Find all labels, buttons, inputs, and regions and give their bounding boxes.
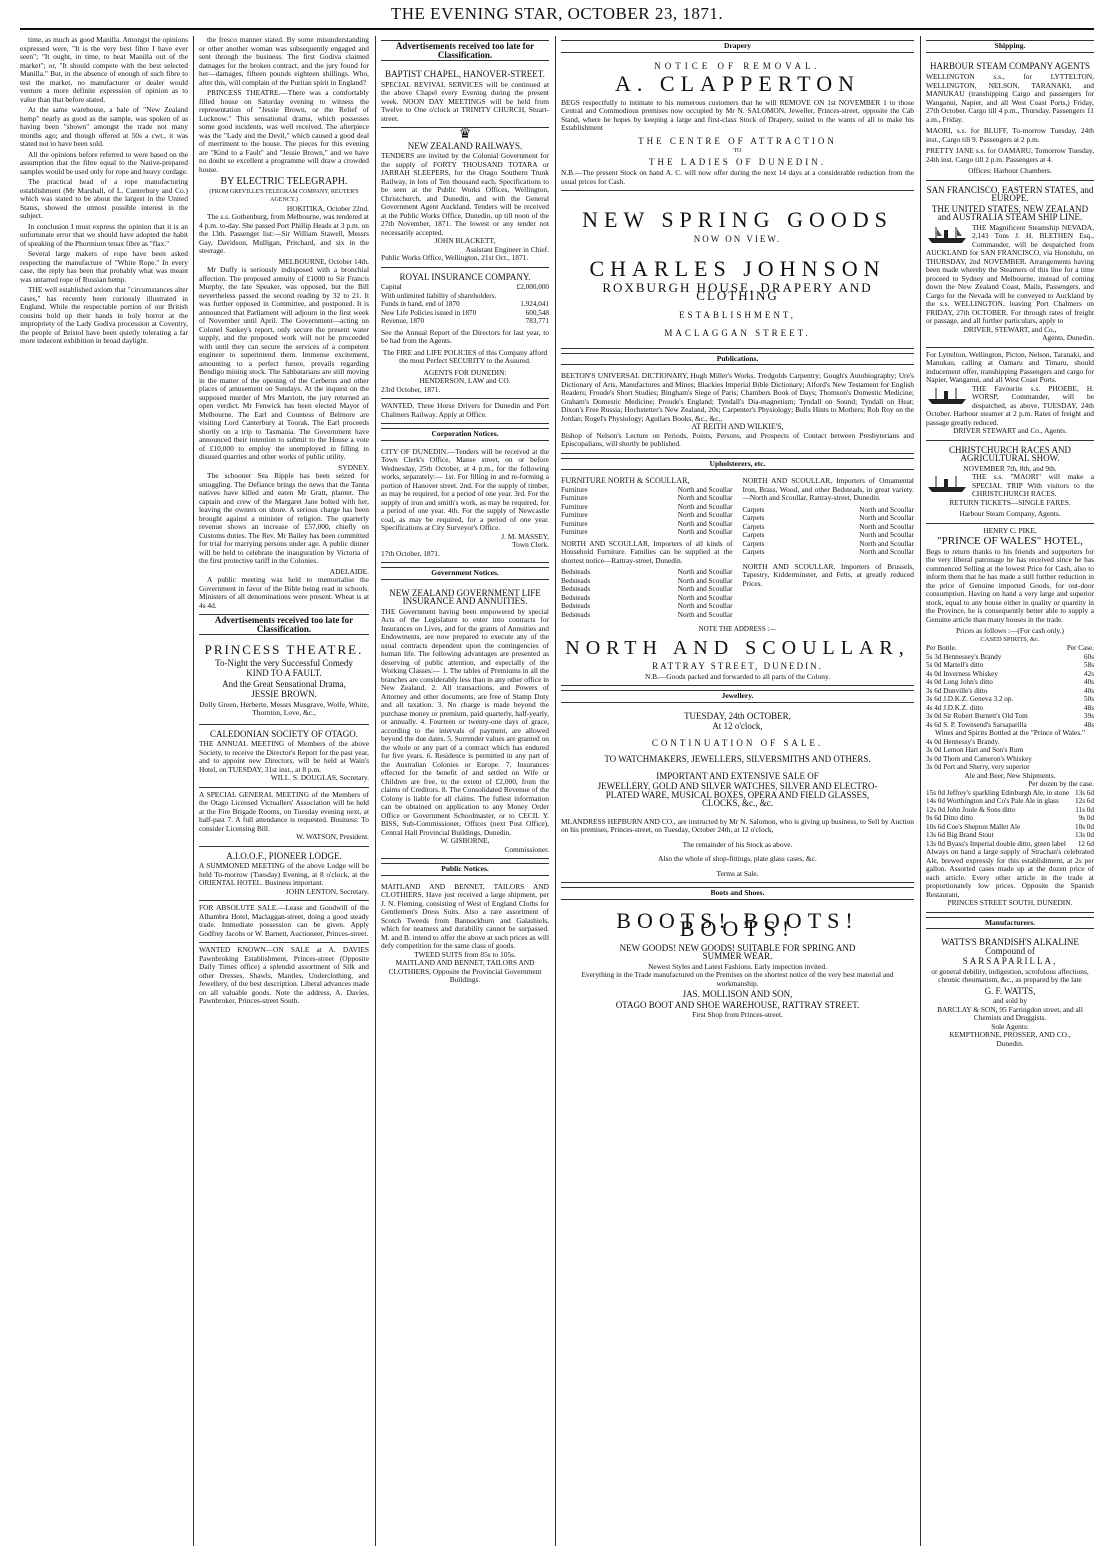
- advert-line: JEWELLERY, GOLD AND SILVER WATCHES, SILVER AND ELECTRO-PLATED WARE, MUSICAL BOXES, OPERA AND FIELD GLASSES, CLOCKS, &c., &c.: [597, 781, 878, 808]
- advert-text: or general debility, indigestion, scrofulous affections, chronic rheumatism, &c., as prepared by the late: [931, 966, 1089, 984]
- advert-line: Harbour Steam Company, Agents.: [959, 509, 1061, 518]
- advert-line: Sole Agents:: [991, 1021, 1029, 1031]
- advert-text: NORTH AND SCOULLAR, Importers of Brussels, Tapestry, Kidderminster, and Felts, at greatly reduced Prices.: [742, 561, 914, 588]
- advert-line: CONTINUATION OF SALE.: [651, 737, 824, 748]
- price-row: 4s 0d Hennessy's Brandy.: [926, 737, 1000, 746]
- advert-text: PRETTY JANE s.s. for OAMARU, Tomorrow Tuesday, 24th inst. Cargo till 2 p.m. Passengers at 4.: [926, 146, 1094, 164]
- article-paragraph: the fresco manner stated. By some misunderstanding or other another woman was subsequently engaged and sent through the business. The first Godiva claimed damages for the broken contract, and the jury found for her—damages, fifteen pounds eighteen shillings. Who, after this, will complain of the Puritan spirit in England?: [199, 36, 369, 87]
- advert-signature: J. M. MASSEY,: [501, 531, 549, 541]
- advert-text: FOR ABSOLUTE SALE.—Lease and Goodwill of the Alhambra Hotel, Maclaggan-street, doing a good steady trade. Immediate possession can be given. Apply Godfrey Jacobs or W. Barnett, Auctioneer, Princes-street.: [199, 903, 369, 938]
- advert-beeton: [561, 369, 914, 454]
- advert-title: HARBOUR STEAM COMPANY AGENTS: [929, 60, 1091, 71]
- advert-title: FURNITURE NORTH & SCOULLAR,: [561, 476, 690, 485]
- section-heading: BY ELECTRIC TELEGRAPH.: [220, 176, 348, 187]
- section-heading: Upholsterers, etc.: [561, 458, 914, 471]
- advert-signature: Town Clerk.: [512, 540, 549, 549]
- advert-royal-insurance: [381, 268, 549, 400]
- advert-line: RETURN TICKETS—SINGLE FARES.: [949, 497, 1071, 507]
- article-paragraph: All the opinions before referred to were based on the assumption that the fibre equal to the Native-prepared samples would be used only for rope and heavy cordage.: [20, 149, 188, 176]
- advert-aioof: [199, 847, 369, 902]
- advert-name: G. F. WATTS,: [984, 985, 1036, 996]
- section-subheading: (FROM GREVILLE'S TELEGRAM COMPANY, REUTER'S AGENCY.): [209, 188, 359, 203]
- advert-text: THE ANNUAL MEETING of Members of the above Society, to receive the Director's Report for the past year, and to appoint new Directors, will be held at Wain's Hotel, on TUESDAY, 31st inst., at 8 p.m.: [199, 739, 369, 774]
- advert-line: ROXBURGH HOUSE, DRAPERY AND CLOTHING: [602, 279, 873, 303]
- advert-gov-insurance: [381, 584, 549, 860]
- advert-text: THE Government having been empowered by special Acts of the Legislature to enter into contracts for Insurances on Lives, and for the grants of Annuities and Endowments, are now prepared to execute any of the usual contracts dependent upon the contingencies of human life. The following advantages are presented as deserving of public attention, and especially of the Working Classes:— 1. The tables of Premiums in all the branches are considerably less than in any other office in New Zealand. 2. All transactions, and Powers of Attorney and other documents, are free of Stamp Duty and all taxation. 3. No charge is made beyond the purchase money or premium, paid quarterly, half-yearly, or annually. 4. Fourteen or twenty-one days of grace, according to the intervals of payment, are allowed beyond the due dates. 5. Surrender values are granted on the whole or any part of a contract which has endured for five years. 6. Residence is permitted in any part of the Australian Colonies or Europe. 7. Insurances effected for the benefit of and settled on Wife or Children are free, to the extent of £2,000, from the claims of Creditors. 8. The Consolidated Revenue of the Colony is liable for all claims. The fullest information can be obtained on application to any Money Order Office or Government Schoolmaster, or to CECIL Y. BISS, Sub-Commissioner, Offices (next Post Office), Central Hall Provincial Buildings, Dunedin.: [381, 606, 549, 837]
- advert-phoebe: [926, 348, 1094, 441]
- column-1-news: [20, 36, 188, 1541]
- advert-name: BOOTS! BOOTS! BOOTS!: [616, 907, 859, 941]
- advert-title: THE UNITED STATES, NEW ZEALAND and AUSTRALIA STEAM SHIP LINE.: [931, 203, 1089, 222]
- price-row: 13s 6d Big Brand Stout 13s 0d: [926, 831, 1094, 839]
- advert-text: Begs to return thanks to his friends and supporters for the very liberal patronage he has received since he has commenced Selling at the lowest Price for Cash, also to inform them that he has made a still further reduction in the price of Genuine imported Goods, for out-door consumption. Having on hand a very large and superior stock, equal to any house either in quality or quantity in the Province, he is consequently better able to supply a Genuine article than many houses in the trade.: [926, 546, 1094, 624]
- column-3-adverts: [381, 36, 549, 1541]
- dateline: ADELAIDE.: [329, 566, 369, 576]
- insurance-row: New Life Policies issued in 1870 600,548: [381, 308, 549, 317]
- advert-signature: DRIVER STEWART and Co., Agents.: [953, 426, 1067, 435]
- advert-signature: Assistant Engineer in Chief.: [465, 244, 549, 254]
- advert-title: ROYAL INSURANCE COMPANY.: [399, 271, 531, 282]
- price-row: 4s 4d J.D.K.Z. ditto 48s: [926, 703, 1094, 712]
- advert-line: Everything in the Trade manufactured on the Premises on the shortest notice of the very best material and workmanship.: [581, 970, 894, 988]
- price-row: 14s 0d Worthington and Co's Pale Ale in glass 12s 6d: [926, 797, 1094, 805]
- advert-north-scoullar: [561, 474, 914, 686]
- advert-line: OTAGO BOOT AND SHOE WAREHOUSE, RATTRAY STREET.: [615, 999, 860, 1010]
- advert-special-meeting: [199, 788, 369, 847]
- advert-place: Public Works Office, Wellington, 21st Oct., 1871.: [381, 253, 529, 262]
- advert-text: BEGS respectfully to intimate to his numerous customers that he will REMOVE ON 1st NOVEMBER 1 to those Central and Commodious premises now occupied by Mr N. SALOMON, Jeweller, Princes-street, opposite the Cab Stand, where he hopes by keeping a large and first-class Stock of Drapery, suited to the wants of all to make his Establishment: [561, 97, 914, 132]
- column-4-adverts: [561, 36, 914, 1541]
- advert-text: WELLINGTON s.s., for LYTTELTON, WELLINGTON, NELSON, TARANAKI, and MANUKAU (transhipping Cargo and passengers for Wanganui, Napier, and all West Coast Ports,) Friday, 27th October. Cargo till 4 p.m., Thursday. Passengers 11 a.m., Friday.: [926, 72, 1094, 124]
- price-row: 3s 6d J.D.K.Z. Geneva 3.2 op. 50s: [926, 695, 1094, 703]
- advert-line: And the Great Sensational Drama,: [222, 678, 346, 689]
- dateline: HOKITIKA, October 22nd.: [286, 203, 369, 213]
- section-heading: Shipping.: [926, 40, 1094, 53]
- advert-text: NORTH AND SCOULLAR, Importers of Ornamental Iron, Brass, Wood, and other Bedsteads, in great variety.—North and Scoullar, Rattray-street, Dunedin.: [742, 476, 914, 502]
- advert-line: JESSIE BROWN.: [251, 689, 317, 699]
- advert-title: NEW ZEALAND RAILWAYS.: [407, 140, 523, 151]
- price-list-spirits: [926, 653, 1094, 730]
- advert-name: A. CLAPPERTON: [615, 71, 860, 96]
- advert-text: THE Favourite s.s. PHOEBE, H. WORSP, Commander, will be despatched, as above, TUESDAY, 24th October. Harbour steamer at 2 p.m. Rates of freight and passage greatly reduced.: [926, 383, 1094, 427]
- article-paragraph: At the same warehouse, a bale of "New Zealand hemp" nearly as good as the sample, was spoken of as having been "shown" amongst the trade not many months ago; and though offered at 50s a cwt., it was stated not to have been sold.: [20, 105, 188, 148]
- advert-text: A SPECIAL GENERAL MEETING of the Members of the Otago Licensed Victuallers' Association will be held at the Fire Brigade Rooms, on Tuesday evening next, at half-past 7. A full attendance is requested. Business: To consider Licensing Bill.: [199, 789, 369, 833]
- advert-line: THE CENTRE OF ATTRACTION: [638, 135, 837, 146]
- advert-line: IMPORTANT AND EXTENSIVE SALE OF: [656, 770, 819, 781]
- insurance-row: Revenue, 1870 783,771: [381, 317, 549, 325]
- advert-line: First Shop from Princes-street.: [692, 1010, 783, 1019]
- column-2-news: [199, 36, 369, 1541]
- advert-text: THE Magnificent Steamship NEVADA, 2,143 Tons J. H. BLETHEN Esq., Commander, will be despatched from AUCKLAND for SAN FRANCISCO, via Honolulu, on THURSDAY, 2nd NOVEMBER. Arrangements having been made whereby the Steamers of this line for a time proceed to Sydney and Melbourne, instead of coming down the New Zealand Coast, Mails, Passengers, and Cargo for the Nevada will be conveyed to Auckland by the s.s. WELLINGTON, leaving Port Chalmers on FRIDAY, 27th OCTOBER. For through rates of freight or passage, and all further particulars, apply to: [926, 222, 1094, 325]
- advert-line: TWEED SUITS from 85s to 105s.: [414, 949, 516, 959]
- section-heading: Government Notices.: [381, 567, 549, 580]
- advert-text: For Lyttelton, Wellington, Picton, Nelson, Taranaki, and Manukau, calling at Oamaru and Timaru, should inducement offer, transhipping Passengers and cargo for Napier, Wanganui, and all West Coast Ports.: [926, 349, 1094, 384]
- masthead-rule: [20, 28, 1094, 30]
- advert-name: CHARLES JOHNSON: [589, 256, 886, 281]
- advert-line: Dunedin.: [996, 1038, 1024, 1048]
- advert-line: NOVEMBER 7th, 8th, and 9th.: [963, 463, 1057, 473]
- advert-line: KIND TO A FAULT.: [246, 668, 322, 678]
- advert-clapperton: [561, 57, 914, 192]
- masthead: THE EVENING STAR, OCTOBER 23, 1871.: [390, 4, 724, 23]
- advert-line: TO: [733, 148, 742, 154]
- advert-text: MAORI, s.s. for BLUFF, To-morrow Tuesday, 24th inst., Cargo till 9. Passengers at 2 p.m.: [926, 126, 1094, 144]
- advert-text: TENDERS are invited by the Colonial Government for the supply of FORTY THOUSAND TOTARA or JARRAH SLEEPERS, for the Otago Southern Trunk Railway, in lots of Ten thousand each. Specifications to be seen at the Public Works Offices, Wellington, Christchurch, and Dunedin, and with the General Government Agent Auckland. Tenders will be received at the Public Works Office, Dunedin, up till noon of the 27th November, 1871. The lowest or any tender not necessarily accepted.: [381, 151, 549, 237]
- price-row: 5s 3d Hennessey's Brandy 60s: [926, 652, 1094, 661]
- advert-title: BAPTIST CHAPEL, HANOVER-STREET.: [385, 69, 545, 79]
- advert-line: MACLAGGAN STREET.: [664, 328, 811, 338]
- advert-line: NOTE THE ADDRESS :—: [698, 625, 777, 633]
- dateline: SYDNEY.: [338, 462, 369, 472]
- price-header: Per Bottle. Per Case.: [926, 644, 1094, 652]
- article-paragraph: In conclusion I must express the opinion that it is an unfortunate error that we should have adopted the habit of speaking of the Phormium tenax fibre as "flax.": [20, 221, 188, 248]
- advert-title: WATTS'S BRANDISH'S ALKALINE Compound of: [941, 937, 1079, 956]
- section-heading: Drapery: [561, 40, 914, 53]
- section-heading: Boots and Shoes.: [561, 887, 914, 900]
- advert-name: SARSAPARILLA,: [962, 956, 1058, 966]
- article-paragraph: PRINCESS THEATRE.—There was a comfortably filled house on Saturday evening to witness the representation of "Jessie Brown, or the Relief of Lucknow." This sensational drama, which possesses some good incidents, was well received. The afterpiece was the "Lady and the Devil," which caused a good deal of merriment to the house. The pieces for this evening are "Kind to a Fault" and "Jessie Brown," and we have no doubt so excellent a programme will draw a crowded house.: [199, 88, 369, 174]
- dateline: MELBOURNE, October 14th.: [278, 256, 369, 266]
- advert-text: Always on hand a large supply of Strachan's celebrated Ale, brewed expressly for this establishment, at 2s per gallon. Assorted cases made up at the dozen price of each article. Every other article in the trade at proportionately low prices. Opposite the Spanish Restaurant,: [926, 847, 1094, 899]
- advert-railways: [381, 128, 549, 268]
- advert-line: Also the whole of shop-fittings, plate glass cases, &c.: [658, 854, 817, 863]
- advert-date: 23rd October, 1871.: [381, 384, 441, 394]
- column-divider: [375, 36, 376, 1546]
- advert-agents: HENDERSON, LAW and CO.: [419, 376, 511, 385]
- price-row: 13s 0d Byass's Imperial double ditto, green label 12 6d: [926, 839, 1094, 848]
- advert-text: SPECIAL REVIVAL SERVICES will be continued at the above Chapel every Evening during the present week. NOON DAY MEETINGS will be held from Twelve to One o'clock at TRINITY CHURCH, Stuart-street.: [381, 79, 549, 123]
- article-paragraph: The practical head of a rope manufacturing establishment (Mr Marshall, of L. Canterbury and Co.) which was stated to be about the largest in the United States, showed the utmost possible interest in the subject.: [20, 177, 188, 220]
- advert-text: CITY OF DUNEDIN.—Tenders will be received at the Town Clerk's Office, Manse street, on or before Wednesday, 25th October, at 4 p.m., for the following works, separately:— 1st. For filling in and re-forming a portion of Hanover street. 2nd. For the supply of timber, as may be required, for a period of one year. 3rd. For the supply of iron and smith's work, as may be required, for a period of one year. 4th. For the supply of Newcastle coal, as may be required, for a period of one year. Specifications at City Surveyor's Office.: [381, 446, 549, 532]
- advert-city-dunedin: [381, 445, 549, 564]
- advert-date: 17th October, 1871.: [381, 548, 440, 558]
- advert-line: and sold by: [992, 996, 1028, 1005]
- advert-line: TO WATCHMAKERS, JEWELLERS, SILVERSMITHS AND OTHERS.: [604, 754, 871, 764]
- advert-line: Wines and Spirits Bottled at the "Prince of Wales.": [934, 728, 1086, 737]
- advert-text: MAITLAND AND BENNET, TAILORS AND CLOTHIERS, Have just received a large shipment, per J. N. Fleming, consisting of West of England Cloths for Gentlemen's Dress Suits. Also a rare assortment of Scotch Tweeds from Bannockburn and Galashiels, which for neatness and durability cannot be surpassed. M. and B. intend to offer the above at such prices as will defy competition for the same class of goods.: [381, 881, 549, 950]
- advert-line: THE LADIES OF DUNEDIN.: [649, 156, 826, 167]
- advert-line: Prices as follows :—(For cash only.): [956, 626, 1064, 635]
- advert-line: TUESDAY, 24th OCTOBER,: [684, 710, 791, 721]
- insurance-note: With unlimited liability of shareholders.: [381, 291, 497, 300]
- advert-title: "PRINCE OF WALES" HOTEL,: [937, 535, 1083, 547]
- advert-line: JAS. MOLLISON AND SON,: [682, 989, 793, 999]
- entries-list: Furniture North and Scoullar Furniture North and Scoullar Furniture North and Scoullar Furniture North and Scoullar Furniture North and Scoullar Furniture North and Scoullar: [561, 485, 733, 536]
- section-heading: Publications.: [561, 353, 914, 366]
- advert-left: [561, 477, 733, 619]
- price-list-wines: [926, 738, 1094, 772]
- advert-line: Ale and Beer, New Shipments.: [964, 770, 1056, 780]
- advert-line: KEMPTHORNE, PROSSER, AND CO.,: [949, 1030, 1071, 1039]
- price-row: 4s 0d Long John's ditto 40s: [926, 678, 1094, 686]
- advert-signature: Commissioner.: [504, 844, 549, 854]
- entries-list: Bedsteads North and Scoullar Bedsteads North and Scoullar Bedsteads North and Scoullar Bedsteads North and Scoullar Bedsteads North and Scoullar Bedsteads North and Scoullar: [561, 568, 733, 619]
- article-paragraph: time, as much as good Manilla. Amongst the opinions expressed were, "It is the very best fibre I have ever seen"; "It ought, in time, to beat Manilla out of the market"; or, "It should compete with the best selected Manilla." But, in the absence of enough of such fibre to test the market, no manufacturer or dealer would venture a more definite expression of opinion as to value than that before stated.: [20, 36, 188, 104]
- advert-prince-of-wales: [926, 524, 1094, 913]
- advert-signature: Agents, Dunedin.: [1042, 333, 1094, 342]
- article-paragraph: The s.s. Gothenburg, from Melbourne, was tendered at 4 p.m. to-day. She passed Port Phillip Heads at 3 p.m. on the 13th. Passenger list:—Sir William Stawell, Messrs Gay, Davidson, Mulligan, Pritchard, and six in the steerage.: [199, 212, 369, 255]
- price-row: 9s 6d Ditto ditto 9s 0d: [926, 814, 1094, 822]
- advert-line: At 12 o'clock,: [712, 721, 763, 731]
- advert-text: NORTH AND SCOULLAR, Importers of all kinds of Household Furniture. Families can be supplied at the shortest notice—Rattray-street, Dunedin.: [561, 538, 733, 565]
- advert-right: [743, 477, 915, 619]
- steamship-icon: [926, 226, 968, 244]
- advert-jewellery-sale: [561, 707, 914, 884]
- advert-signature: JOHN BLACKETT,: [434, 236, 496, 245]
- article-paragraph: Mr Duffy is seriously indisposed with a bronchial affection. The proposed annuity of £1000 to Sir Francis Murphy, the late Speaker, was opposed, but the Bill nevertheless passed the second reading by 32 to 21. It was further opposed in Committee, and postponed. It is announced that Parliament will adjourn in the first week of November until April. The Government—acting on Colonel Sankey's report, only secure the present water supply, and the proposed work will not be proceeded with until they can secure the services of a competent engineer to superintend them. Immense excitement, amounting to a perfect furore, prevails regarding Bendigo mining stock. The Sabbatarians are still moving in the matter of the opening of the Cerberus and other places of amusement on Sundays. At the inquest on the supposed murder of Mrs Marriott, the jury returned an open verdict. Mr Fenwick has been elected Mayor of Melbourne. The Earl and Countess of Belmore are visiting Lord Canterbury at Toorak. The Earl proceeds shortly on a trip to Tasmania. The Government have announced their intention to submit to the House a vote of £10,000 to employ the unemployed in filling in disused quarries and other works of public utility.: [199, 265, 369, 461]
- section-heading: Advertisements received too late for Classification.: [381, 40, 549, 61]
- advert-signature: JOHN LENTON, Secretary.: [285, 886, 369, 896]
- advert-horse-drivers: [381, 399, 549, 424]
- advert-nevada: [926, 181, 1094, 348]
- price-list-ales: [926, 789, 1094, 849]
- advert-wanted-known: [199, 943, 369, 1010]
- advert-line: PRINCES STREET SOUTH, DUNEDIN.: [947, 898, 1073, 907]
- article-paragraph: Several large makers of rope have been asked respecting the manufacture of "White Rope." In every case, the reply has been that probably what was meant was untarred rope of Russian hemp.: [20, 249, 188, 284]
- advert-title: NEW ZEALAND GOVERNMENT LIFE INSURANCE AND ANNUITIES.: [389, 587, 541, 606]
- advert-name: NEW SPRING GOODS: [582, 207, 893, 232]
- price-row: 12s 0d John Joule & Sons ditto 11s 0d: [926, 805, 1094, 814]
- column-divider: [555, 36, 556, 1546]
- price-row: 3s 0d Thom and Cameron's Whiskey: [926, 754, 1032, 763]
- price-row: 3s 6d Dunville's ditto 40s: [926, 686, 1094, 695]
- advert-title: CHRISTCHURCH RACES AND AGRICULTURAL SHOW.: [948, 444, 1072, 463]
- advert-harbour: [926, 57, 1094, 181]
- advert-text: MLANDRESS HEPBURN AND CO., are instructed by Mr N. Salomon, who is giving up business, to Sell by Auction on his premises, Princes-street, on Tuesday, October 24th, at 12 o'clock,: [561, 816, 914, 834]
- price-row: 4s 6d S. P. Townsend's Sarsaparilla 48s: [926, 720, 1094, 729]
- section-heading: Public Notices.: [381, 863, 549, 876]
- advert-line: The remainder of his Stock as above.: [682, 839, 793, 849]
- price-row: 10s 6d Coe's Shepton Mallet Ale 10s 0d: [926, 822, 1094, 831]
- column-divider: [193, 36, 194, 1546]
- price-row: 15s 0d Jeffrey's sparkling Edinburgh Ale, in stone 13s 6d: [926, 788, 1094, 797]
- price-row: 5s 0d Martell's ditto 58s: [926, 661, 1094, 669]
- advert-line: Terms at Sale.: [716, 868, 759, 878]
- advert-baptist: [381, 65, 549, 128]
- advert-line: NOW ON VIEW.: [693, 233, 782, 244]
- insurance-row: Funds in hand, end of 1870 1,924,041: [381, 300, 549, 308]
- section-heading: Corporation Notices.: [381, 428, 549, 441]
- advert-title: CALEDONIAN SOCIETY OF OTAGO.: [210, 728, 358, 739]
- entries-list: Carpets North and Scoullar Carpets North and Scoullar Carpets North and Scoullar Carpets North and Scoullar Carpets North and Scoullar Carpets North and Scoullar: [742, 505, 914, 556]
- insurance-table: [381, 283, 549, 326]
- advert-name: HENRY C. PIKE,: [983, 525, 1037, 535]
- advert-line: To-Night the very Successful Comedy: [215, 657, 353, 668]
- price-row: 3s 0d Port and Sherry, very superior: [926, 763, 1030, 771]
- advert-signature: DRIVER, STEWART, and Co.,: [963, 324, 1057, 334]
- advert-grid: [561, 477, 914, 619]
- advert-text: BEETON'S UNIVERSAL DICTIONARY, Hugh Miller's Works, Tredgolds Carpentry; Gough's Autobiography; Ure's Dictionary of Arts, Manufactures and Mines; Blackies Imperial Bible Dictionary; Alford's New Testament for English Readers; Froude's Short Studies; Bingham's Siege of Paris; Chambers Book of Days; Thomson's Domestic Medicine; Graham's Domestic Medicine; Proude's England; Tyndall's Dia-magnetism; Tyndall on Sound; Tyndall on Heat; Dixon's Free Russia; Hochstetter's New Zealand, 20s; Carpenter's Physiology; Bulls Hints to Mothers; Rob Roy on the Jordan; Rogel's Physiology; Aguilars Books, &c., &c.,: [561, 371, 914, 423]
- article-paragraph: A public meeting was held to memorialise the Government in favor of the Bible being read in schools. Ministers of all denominations were present. Wheat is at 4s 4d.: [199, 575, 369, 610]
- price-row: 3s 0d Sir Robert Burnett's Old Tom 39s: [926, 712, 1094, 720]
- advert-watts: [926, 933, 1094, 1052]
- advert-line: Newest Styles and Latest Fashions. Early inspection invited.: [648, 961, 827, 971]
- section-heading: Manufacturers.: [926, 917, 1094, 930]
- advert-line: Offices: Harbour Chambers.: [968, 166, 1052, 175]
- advert-text: Bishop of Nelson's Lecture on Periods, Points, Persons, and Prospects of Contact between Presbyterians and Episcopalians, will shortly be published.: [561, 430, 914, 448]
- advert-title: SAN FRANCISCO, EASTERN STATES, and EUROPE.: [926, 184, 1094, 203]
- price-row: 3s 0d Lemon Hart and Son's Rum: [926, 746, 1024, 754]
- advert-line: CASED SPIRITS, &c.: [980, 635, 1040, 643]
- advert-theatre: [199, 639, 369, 725]
- advert-signature: W. GISBORNE,: [440, 836, 490, 845]
- advert-christchurch-races: [926, 441, 1094, 524]
- advert-agents: AGENTS FOR DUNEDIN:: [423, 367, 507, 377]
- column-divider: [920, 36, 921, 1546]
- advert-line: ESTABLISHMENT,: [679, 309, 796, 320]
- article-paragraph: The schooner Sea Ripple has been seized for smuggling. The Defiance brings the news that the Tanna natives have killed and eaten Mr Gratt, planter. The captain and crew of the Margaret Jane bolted with her, leaving the owners on shore. A serious charge has been brought against a minister of religion. The quarterly revenue shows an increase of £57,000, chiefly on Customs duties. The Rev. Mr Bailey has been committed for trial for marrying persons under age. A public dinner will be held to celebrate the inauguration by Victoria of the first protective tariff in the Colonies.: [199, 471, 369, 565]
- advert-text: WANTED KNOWN—ON SALE at A. DAVIES Pawnbroking Establishment, Princes-street (Opposite Daily Times office) a splendid assortment of Silk and other Dresses, Shawls, Mantles, Underclothing, and Jewellery, of the best description. Liberal advances made on all valuable goods. Note the address, A. Davies, Pawnbroker, Princes-street South.: [199, 945, 369, 1005]
- advert-line: N.B.—Goods packed and forwarded to all parts of the Colony.: [644, 671, 831, 681]
- advert-sale: [199, 901, 369, 943]
- column-5-adverts: [926, 36, 1094, 1541]
- advert-caledonian: [199, 725, 369, 788]
- advert-text: THE s.s. "MAORI" will make a SPECIAL TRIP With visitors to the CHRISTCHURCH RACES.: [926, 473, 1094, 499]
- advert-text: See the Annual Report of the Directors for last year, to be had from the Agents.: [381, 327, 549, 345]
- advert-title: NOTICE OF REMOVAL.: [654, 60, 821, 71]
- advert-line: Per dozen by the case.: [1028, 779, 1094, 788]
- article-paragraph: THE well established axiom that "circumstances alter cases," has recently been curiously illustrated in England. While the respectable portion of our British cousins hold up their hands in holy horror at the impropriety of the Lady Godiva procession at Coventry, the people of Bristol have been quietly tolerating a far more indecent exhibition in broad daylight.: [20, 285, 188, 345]
- advert-line: BARCLAY & SON, 95 Farringdon street, and all Chemists and Druggists.: [937, 1004, 1083, 1022]
- advert-text: The FIRE and LIFE POLICIES of this Company afford the most Perfect SECURITY to the Assured.: [382, 347, 548, 365]
- advert-line: AT REITH AND WILKIE'S,: [691, 422, 784, 431]
- advert-signature: WILL. S. DOUGLAS, Secretary.: [270, 773, 369, 782]
- steamship-icon: [926, 387, 968, 405]
- advert-signature: MAITLAND AND BENNET, TAILORS AND CLOTHIERS, Opposite the Provincial Government Buildings.: [388, 958, 542, 984]
- advert-line: NEW GOODS! NEW GOODS! SUITABLE FOR SPRING AND SUMMER WEAR.: [619, 942, 856, 961]
- advert-title: PRINCESS THEATRE.: [204, 642, 364, 657]
- advert-title: A.I.O.O.F., PIONEER LODGE.: [226, 850, 342, 861]
- advert-name: NORTH AND SCOULLAR,: [565, 636, 910, 659]
- advert-line: Dolly Green, Herberte, Messrs Musgrave, Wolfe, White, Thornton, Love, &c.,: [199, 699, 369, 717]
- steamship-icon: [926, 475, 968, 493]
- advert-text: N.B.—The present Stock on hand A. C. will now offer during the next 14 days at a considerable reduction from the usual prices for Cash.: [561, 168, 914, 186]
- advert-maitland: [381, 880, 549, 989]
- advert-charles-johnson: [561, 191, 914, 349]
- crest-icon: ♛: [458, 127, 472, 142]
- section-heading: Jewellery.: [561, 690, 914, 703]
- insurance-row: Capital £2,000,000: [381, 283, 549, 291]
- advert-boots: [561, 904, 914, 1024]
- advert-text: WANTED, Three Horse Drivers for Dunedin and Port Chalmers Railway. Apply at Office.: [381, 401, 549, 419]
- advert-text: A SUMMONED MEETING of the above Lodge will be held To-morrow (Tuesday) Evening, at 8 o'clock, at the ORIENTAL HOTEL. Business important.: [199, 861, 369, 887]
- price-row: 4s 0d Inverness Whiskey 42s: [926, 669, 1094, 678]
- section-heading: Advertisements received too late for Classification.: [199, 614, 369, 635]
- advert-line: RATTRAY STREET, DUNEDIN.: [652, 661, 823, 671]
- advert-signature: W. WATSON, President.: [296, 832, 369, 841]
